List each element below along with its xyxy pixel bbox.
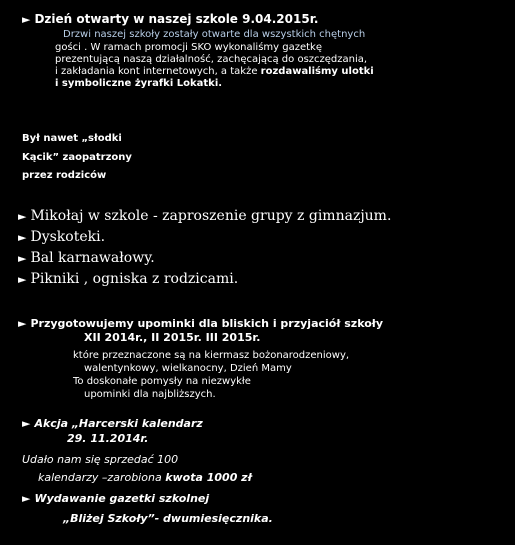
calendar-income-amount: kwota 1000 zł	[165, 471, 252, 484]
corner-line-3: przez rodziców	[22, 170, 107, 181]
bullet-arrow-icon: ►	[18, 210, 27, 223]
newsletter-title: Wydawanie gazetki szkolnej	[34, 492, 210, 505]
calendar-title: Akcja „Harcerski kalendarz	[34, 417, 203, 430]
corner-line-1: Był nawet „słodki	[22, 133, 122, 144]
calendar-date: 29. 11.2014r.	[67, 432, 149, 445]
gifts-desc-line-3: To doskonałe pomysły na niezwykłe	[73, 376, 251, 387]
gifts-heading	[18, 317, 383, 330]
event-item	[18, 208, 391, 224]
open-day-heading	[22, 12, 318, 26]
bullet-arrow-icon: ►	[18, 252, 27, 265]
corner-line-2: Kącik” zaopatrzony	[22, 152, 132, 163]
gifts-desc-line-2: walentynkowy, wielkanocny, Dzień Mamy	[84, 363, 292, 374]
open-day-line-4-text: i zakładania kont internetowych, a także	[55, 66, 258, 77]
open-day-leaflets: rozdawaliśmy ulotki	[260, 66, 374, 77]
event-text: Bal karnawałowy.	[30, 250, 155, 266]
calendar-sold-line: Udało nam się sprzedać 100	[22, 453, 179, 466]
event-text: Dyskoteki.	[30, 229, 106, 245]
open-day-line-3: prezentującą naszą działalność, zachęcającą do oszczędzania,	[55, 54, 368, 65]
event-item	[18, 250, 155, 266]
open-day-line-4	[55, 66, 374, 78]
newsletter-subtitle: „Bliżej Szkoły”- dwumiesięcznika.	[63, 512, 273, 525]
calendar-heading	[22, 417, 203, 430]
open-day-giraffes: i symboliczne żyrafki Lokatki.	[55, 78, 223, 89]
bullet-arrow-icon: ►	[18, 231, 27, 244]
bullet-arrow-icon: ►	[18, 273, 27, 286]
gifts-desc-line-1: które przeznaczone są na kiermasz bożonarodzeniowy,	[73, 350, 350, 361]
open-day-line-2: gości . W ramach promocji SKO wykonaliśmy gazetkę	[55, 42, 322, 53]
gifts-title-line-2: XII 2014r., II 2015r. III 2015r.	[84, 331, 261, 344]
open-day-title: Dzień otwarty w naszej szkole 9.04.2015r.	[34, 12, 319, 26]
event-text: Pikniki , ogniska z rodzicami.	[30, 271, 239, 287]
gifts-desc-line-4: upominki dla najbliższych.	[84, 389, 216, 400]
bullet-arrow-icon: ►	[22, 13, 31, 26]
event-item	[18, 229, 105, 245]
bullet-arrow-icon: ►	[22, 417, 31, 430]
calendar-income-prefix: kalendarzy –zarobiona	[38, 471, 162, 484]
bullet-arrow-icon: ►	[18, 317, 27, 330]
event-text: Mikołaj w szkole - zaproszenie grupy z gimnazjum.	[30, 208, 392, 224]
newsletter-heading	[22, 492, 209, 505]
open-day-line-1: Drzwi naszej szkoły zostały otwarte dla wszystkich chętnych	[63, 29, 366, 40]
gifts-title-line-1: Przygotowujemy upominki dla bliskich i przyjaciół szkoły	[30, 317, 384, 330]
calendar-income-line	[38, 471, 252, 484]
event-item	[18, 271, 238, 287]
bullet-arrow-icon: ►	[22, 492, 31, 505]
